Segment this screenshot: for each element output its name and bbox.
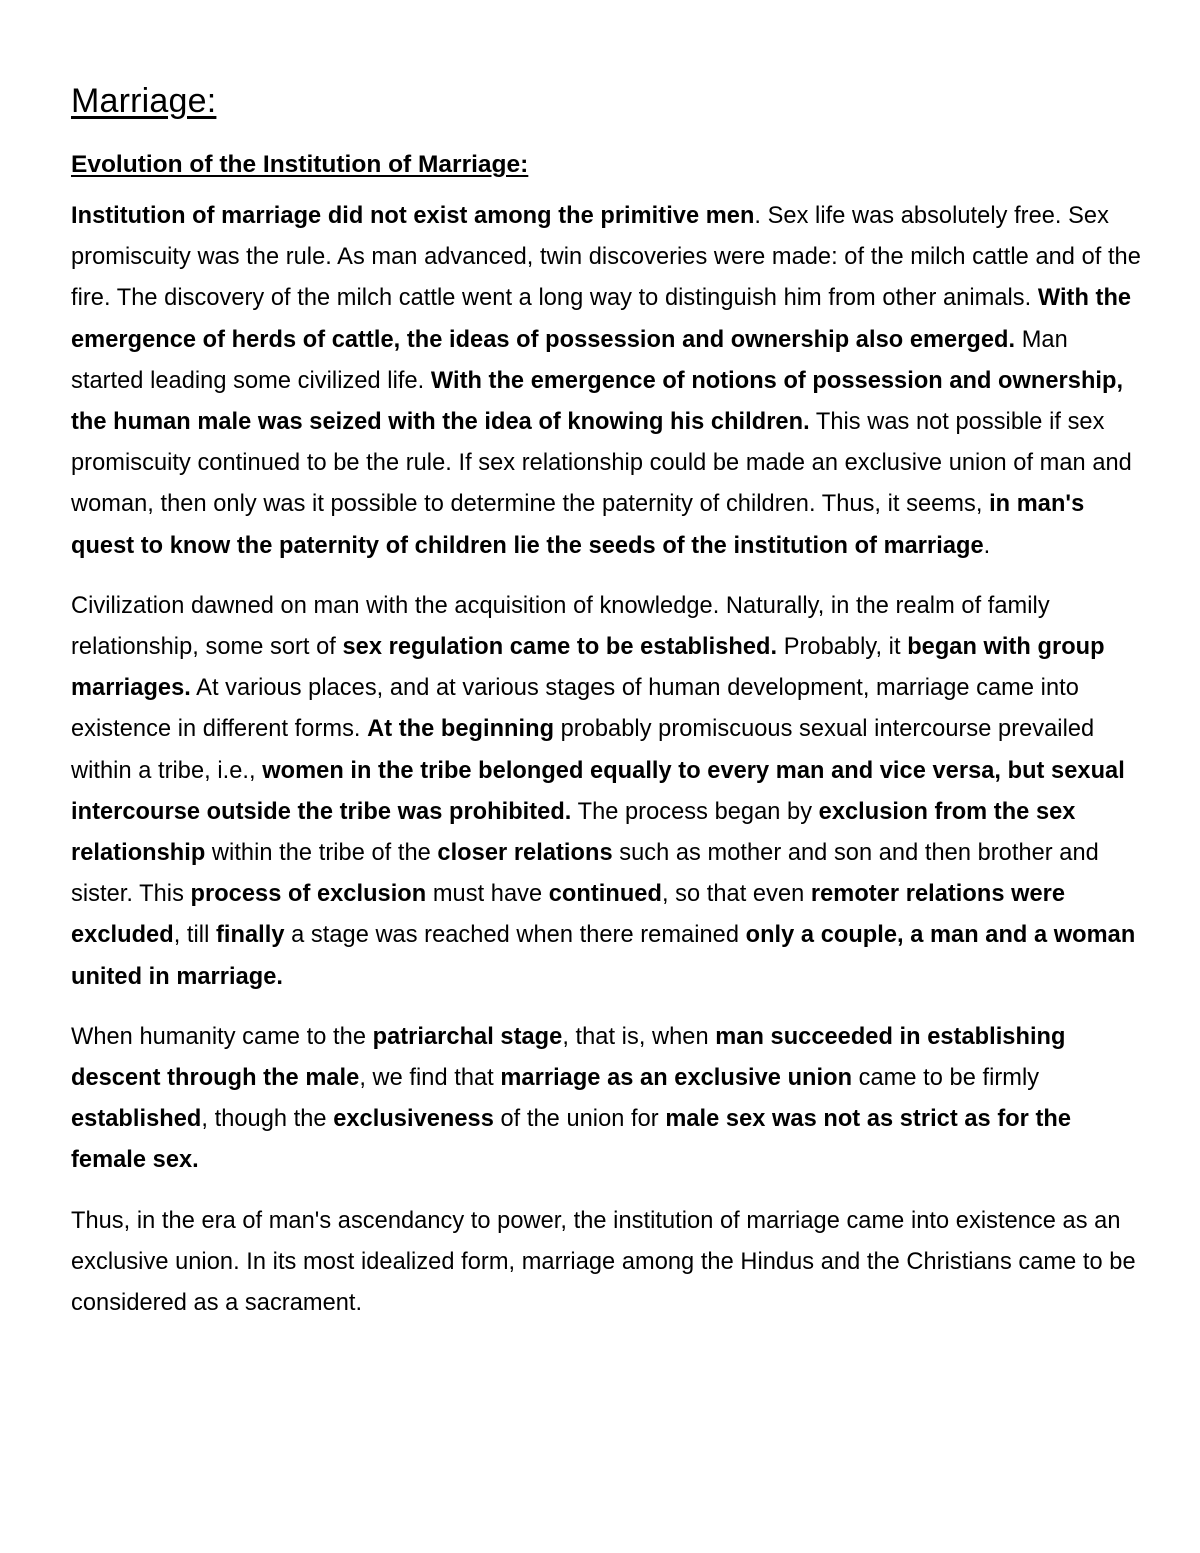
text-run: Probably, it bbox=[777, 634, 908, 661]
text-run: of the union for bbox=[493, 1106, 666, 1133]
bold-text-run: marriage as an exclusive union bbox=[500, 1065, 853, 1092]
text-run: a stage was reached when there remained bbox=[284, 922, 746, 949]
section-heading: Evolution of the Institution of Marriage: bbox=[71, 151, 529, 178]
bold-text-run: process of exclusion bbox=[190, 881, 427, 908]
bold-text-run: in man's quest to know the paternity of children lie the seeds of the institution of marriage bbox=[71, 491, 1085, 559]
page-title: Marriage: bbox=[71, 82, 217, 120]
text-run: . bbox=[983, 532, 991, 559]
bold-text-run: finally bbox=[215, 922, 285, 949]
text-run: This was not possible if sex promiscuity continued to be the rule. If sex relationship could be made an exclusive union of man and woman, then only was it possible to determine the paternity of children. Thus, it seems, bbox=[71, 409, 1132, 518]
text-run: The process began by bbox=[571, 798, 819, 825]
bold-text-run: remoter relations were excluded bbox=[71, 881, 1066, 949]
bold-text-run: Institution of marriage did not exist among the primitive men bbox=[71, 203, 755, 229]
document-body bbox=[71, 78, 1141, 1343]
bold-text-run: only a couple, a man and a woman united in marriage. bbox=[71, 922, 1136, 990]
text-run: , we find that bbox=[359, 1065, 501, 1092]
bold-text-run: With the emergence of herds of cattle, the ideas of possession and ownership also emerged. bbox=[71, 285, 1132, 353]
text-run: At various places, and at various stages of human development, marriage came into existence in different forms. bbox=[71, 675, 1079, 743]
text-run: Thus, in the era of man's ascendancy to power, the institution of marriage came into existence as an exclusive union. In its most idealized form, marriage among the Hindus and the Christians came to be considered as a sacrament. bbox=[71, 1207, 1136, 1317]
bold-text-run: began with group marriages. bbox=[71, 634, 1105, 702]
bold-text-run: continued bbox=[548, 881, 662, 908]
bold-text-run: sex regulation came to be established. bbox=[342, 634, 778, 661]
bold-text-run: With the emergence of notions of possession and ownership, the human male was seized with the idea of knowing his children. bbox=[71, 367, 1124, 436]
paragraph-patriarchal-stage bbox=[71, 1017, 1141, 1182]
bold-text-run: women in the tribe belonged equally to every man and vice versa, but sexual intercourse outside the tribe was prohibited. bbox=[71, 757, 1125, 825]
bold-text-run: At the beginning bbox=[367, 716, 555, 743]
text-run: , so that even bbox=[661, 881, 811, 908]
bold-text-run: man succeeded in establishing descent through the male bbox=[71, 1023, 1066, 1092]
text-run: , though the bbox=[201, 1106, 334, 1133]
bold-text-run: closer relations bbox=[437, 840, 613, 867]
bold-text-run: established bbox=[71, 1106, 202, 1133]
text-run: Man started leading some civilized life. bbox=[71, 326, 1068, 394]
bold-text-run: male sex was not as strict as for the female sex. bbox=[71, 1106, 1072, 1174]
paragraph-sex-regulation bbox=[71, 586, 1141, 998]
text-run: within the tribe of the bbox=[205, 840, 438, 867]
text-run: , that is, when bbox=[562, 1023, 716, 1050]
paragraph-sacrament bbox=[71, 1201, 1141, 1325]
text-run: probably promiscuous sexual intercourse prevailed within a tribe, i.e., bbox=[71, 716, 1095, 784]
bold-text-run: patriarchal stage bbox=[372, 1023, 563, 1050]
text-run: When humanity came to the bbox=[71, 1023, 373, 1050]
text-run: such as mother and son and then brother and sister. This bbox=[71, 840, 1099, 908]
text-run: came to be firmly bbox=[852, 1065, 1040, 1092]
bold-text-run: exclusiveness bbox=[333, 1106, 494, 1133]
text-run: , till bbox=[173, 922, 216, 949]
bold-text-run: exclusion from the sex relationship bbox=[71, 798, 1076, 867]
paragraph-origins bbox=[71, 196, 1141, 567]
text-run: must have bbox=[426, 881, 549, 908]
text-run: Civilization dawned on man with the acquisition of knowledge. Naturally, in the realm of family relationship, some sort of bbox=[71, 592, 1050, 661]
text-run: . Sex life was absolutely free. Sex promiscuity was the rule. As man advanced, twin discoveries were made: of the milch cattle and of the fire. The discovery of the milch cattle went a long way to distinguish him from other animals. bbox=[71, 203, 1141, 312]
